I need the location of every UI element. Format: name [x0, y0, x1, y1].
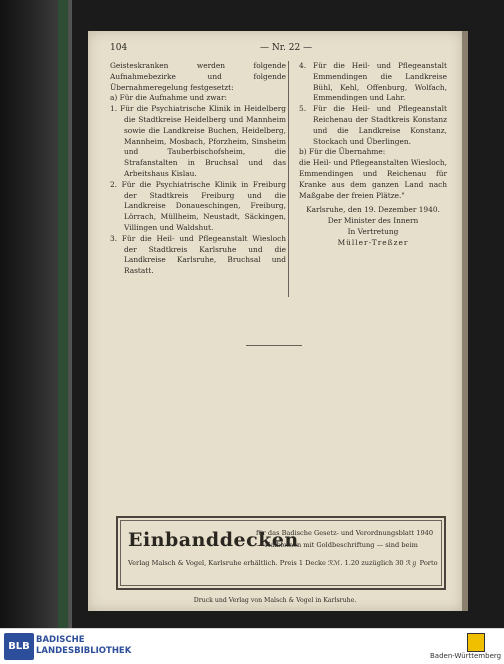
advertisement-line: Verlag Malsch & Vogel, Karlsruhe erhältlich. Preis 1 Decke ℛℳ. 1.20 zuzüglich 30 ℛℊ Porto [128, 559, 438, 567]
list-item: 3. Für die Heil- und Pflegeanstalt Wiesloch der Stadtkreis Karlsruhe und die Landkreise Karlsruhe, Bruchsal und Rastatt. [110, 233, 286, 276]
left-column [110, 61, 286, 277]
printer-imprint: Druck und Verlag von Malsch & Vogel in Karlsruhe. [193, 597, 357, 604]
document-page [88, 31, 462, 611]
advertisement-title: Einbanddecken [128, 529, 299, 551]
binding-green-strip [58, 0, 68, 628]
issue-number: — Nr. 22 — [260, 43, 313, 53]
institution-name [36, 635, 131, 657]
page-edge [462, 31, 468, 611]
section-a-heading: a) Für die Aufnahme und zwar: [110, 93, 227, 103]
state-name: Baden-Württemberg [430, 652, 502, 660]
state-crest-icon [467, 633, 485, 652]
page-number: 104 [110, 43, 128, 53]
section-divider [246, 345, 302, 346]
institution-line: BADISCHE [36, 635, 85, 645]
page-header [110, 43, 446, 57]
intro-paragraph: Geisteskranken werden folgende Aufnahmebezirke und folgende Übernahmeregelung festgesetzt: [110, 61, 286, 92]
advertisement-box [116, 516, 446, 590]
minister-title: Der Minister des Innern [327, 216, 419, 226]
blb-logo[interactable]: BLB [4, 633, 34, 660]
section-b-heading: b) Für die Übernahme: [299, 147, 386, 157]
list-item: 2. Für die Psychiatrische Klinik in Freiburg der Stadtkreis Freiburg und die Landkreise Donaueschingen, Freiburg, Lörrach, Müllheim, Neustadt, Säckingen, Villingen und Waldshut. [110, 179, 286, 232]
right-column [299, 61, 447, 249]
date-line: Karlsruhe, den 19. Dezember 1940. [306, 205, 440, 215]
signature: Müller-Treßzer [337, 237, 409, 247]
advertisement-line: — Halbleinen mit Goldbeschriftung — sind beim [256, 541, 418, 549]
institution-line: LANDESBIBLIOTHEK [36, 646, 132, 656]
section-b-text: die Heil- und Pflegeanstalten Wiesloch, Emmendingen und Reichenau für Kranke aus dem ganzen Land nach Maßgabe der freien Plätze." [299, 158, 447, 200]
list-item: 1. Für die Psychiatrische Klinik in Heidelberg die Stadtkreise Heidelberg und Mannheim sowie die Landkreise Buchen, Heidelberg, Mannheim, Mosbach, Pforzheim, Sinsheim und Tauberbischofsheim, die Strafanstalten in Bruchsal und das Arbeitshaus Kislau. [110, 104, 286, 178]
deputy-note: In Vertretung [347, 226, 399, 236]
column-divider [288, 61, 289, 297]
library-footer [0, 628, 504, 664]
advertisement-line: für das Badische Gesetz- und Verordnungsblatt 1940 [256, 529, 434, 537]
list-item: 5. Für die Heil- und Pflegeanstalt Reichenau der Stadtkreis Konstanz und die Landkreise Konstanz, Stockach und Überlingen. [299, 104, 447, 146]
list-item: 4. Für die Heil- und Pflegeanstalt Emmendingen die Landkreise Bühl, Kehl, Offenburg, Wolfach, Emmendingen und Lahr. [299, 61, 447, 103]
